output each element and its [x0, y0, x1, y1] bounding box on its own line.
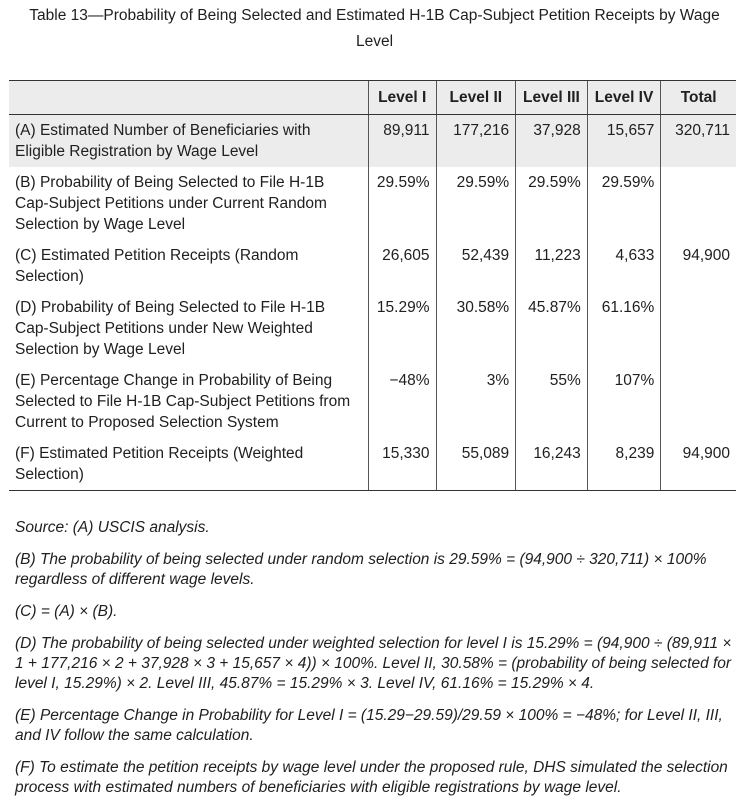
cell-level-3: 55% [516, 365, 588, 438]
cell-level-3: 37,928 [516, 115, 588, 168]
cell-level-1: −48% [368, 365, 436, 438]
table-notes [15, 518, 735, 810]
row-label: (C) Estimated Petition Receipts (Random Selection) [15, 247, 299, 285]
cell-level-3: 29.59% [516, 167, 588, 240]
cell-level-2: 29.59% [436, 167, 516, 240]
cell-total [661, 167, 736, 240]
note-c: (C) = (A) × (B). [15, 603, 118, 620]
cell-level-2: 177,216 [436, 115, 516, 168]
table-caption [0, 0, 749, 55]
table-row [9, 167, 736, 240]
header-row [9, 81, 736, 115]
cell-level-3: 45.87% [516, 292, 588, 365]
caption-line-2: Level [355, 33, 394, 50]
row-label: (B) Probability of Being Selected to File H-1B Cap-Subject Petitions under Current Random Selection by Wage Level [15, 174, 327, 233]
cell-level-2: 52,439 [436, 240, 516, 292]
table-row [9, 115, 736, 168]
cell-level-4: 4,633 [587, 240, 661, 292]
header-level-2: Level II [436, 81, 516, 115]
row-label: (F) Estimated Petition Receipts (Weighted Selection) [9, 438, 368, 491]
cell-total: 94,900 [661, 438, 736, 491]
cell-level-3: 16,243 [516, 438, 588, 491]
header-level-3: Level III [516, 81, 588, 115]
cell-level-2: 3% [436, 365, 516, 438]
cell-level-4: 15,657 [587, 115, 661, 168]
cell-total [661, 292, 736, 365]
caption-line-1: Table 13—Probability of Being Selected and Estimated H-1B Cap-Subject Petition Receipts by Wage [29, 7, 720, 24]
cell-level-4: 8,239 [587, 438, 661, 491]
header-level-4: Level IV [587, 81, 661, 115]
cell-level-4: 107% [587, 365, 661, 438]
note-e: (E) Percentage Change in Probability for Level I = (15.29−29.59)/29.59 × 100% = −48%; for Level II, III, and IV follow the same calculation. [15, 707, 723, 744]
cell-level-2: 55,089 [436, 438, 516, 491]
note-b: (B) The probability of being selected under random selection is 29.59% = (94,900 ÷ 320,711) × 100% regardless of different wage levels. [15, 551, 707, 588]
cell-level-4: 61.16% [587, 292, 661, 365]
table-row [9, 240, 736, 292]
row-label: (E) Percentage Change in Probability of Being Selected to File H-1B Cap-Subject Petitions from Current to Proposed Selection System [15, 372, 351, 431]
header-level-1: Level I [368, 81, 436, 115]
header-total: Total [661, 81, 736, 115]
cell-level-1: 29.59% [368, 167, 436, 240]
cell-level-4: 29.59% [587, 167, 661, 240]
table-row [9, 365, 736, 438]
note-source: Source: (A) USCIS analysis. [15, 519, 210, 536]
header-cell-empty [9, 81, 368, 115]
cell-level-1: 89,911 [368, 115, 436, 168]
table-row [9, 438, 736, 491]
probability-table [9, 80, 736, 491]
table-row [9, 292, 736, 365]
cell-level-1: 26,605 [368, 240, 436, 292]
cell-level-3: 11,223 [516, 240, 588, 292]
row-label: (A) Estimated Number of Beneficiaries with Eligible Registration by Wage Level [9, 115, 368, 168]
cell-level-2: 30.58% [436, 292, 516, 365]
cell-total: 320,711 [661, 115, 736, 168]
note-f: (F) To estimate the petition receipts by wage level under the proposed rule, DHS simulated the selection process with estimated numbers of beneficiaries with eligible registrations by wage level. [15, 759, 728, 796]
row-label: (D) Probability of Being Selected to File H-1B Cap-Subject Petitions under New Weighted Selection by Wage Level [15, 299, 326, 358]
cell-total: 94,900 [661, 240, 736, 292]
cell-total [661, 365, 736, 438]
note-d: (D) The probability of being selected under weighted selection for level I is 15.29% = (94,900 ÷ (89,911 × 1 + 177,216 × 2 + 37,928 × 3 + 15,657 × 4)) × 100%. Level II, 30.58% = (probability of being selected for level I, 15.29%) × 2. Level III, 45.87% = 15.29% × 3. Level IV, 61.16% = 15.29% × 4. [15, 635, 732, 692]
cell-level-1: 15.29% [368, 292, 436, 365]
cell-level-1: 15,330 [368, 438, 436, 491]
